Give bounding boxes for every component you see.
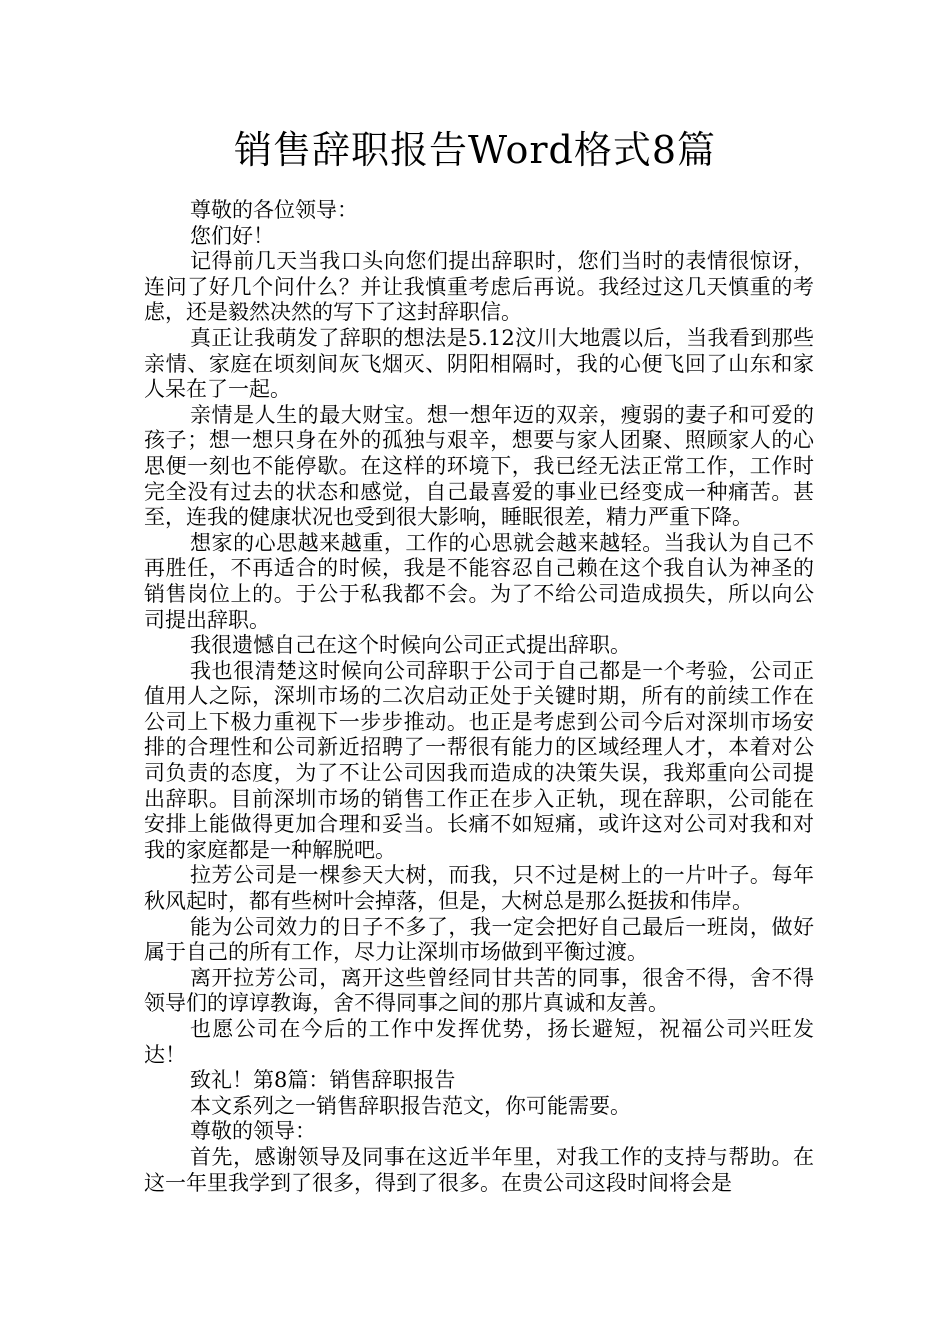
paragraph: 亲情是人生的最大财宝。想一想年迈的双亲，瘦弱的妻子和可爱的孩子；想一想只身在外的孤独与艰辛，想要与家人团聚、照顾家人的心思便一刻也不能停歇。在这样的环境下，我已经无法正常工作，工作时完全没有过去的状态和感觉，自己最喜爱的事业已经变成一种痛苦。甚至，连我的健康状况也受到很大影响，睡眠很差，精力严重下降。 — [144, 402, 814, 530]
document-title: 销售辞职报告Word格式8篇 — [233, 128, 717, 172]
paragraph: 我也很清楚这时候向公司辞职于公司于自己都是一个考验，公司正值用人之际，深圳市场的二次启动正处于关键时期，所有的前续工作在公司上下极力重视下一步步推动。也正是考虑到公司今后对深圳市场安排的合理性和公司新近招聘了一帮很有能力的区域经理人才，本着对公司负责的态度，为了不让公司因我而造成的决策失误，我郑重向公司提出辞职。目前深圳市场的销售工作正在步入正轨，现在辞职，公司能在安排上能做得更加合理和妥当。长痛不如短痛，或许这对公司对我和对我的家庭都是一种解脱吧。 — [144, 658, 814, 862]
document-body — [144, 198, 814, 1196]
paragraph: 本文系列之一销售辞职报告范文，你可能需要。 — [190, 1093, 631, 1118]
salutation: 您们好！ — [190, 223, 274, 248]
closing-line: 致礼！第8篇：销售辞职报告 — [190, 1068, 456, 1093]
greeting: 尊敬的各位领导： — [190, 198, 358, 222]
paragraph: 离开拉芳公司，离开这些曾经同甘共苦的同事，很舍不得，舍不得领导们的谆谆教诲，舍不得同事之间的那片真诚和友善。 — [144, 965, 814, 1016]
paragraph: 拉芳公司是一棵参天大树，而我，只不过是树上的一片叶子。每年秋风起时，都有些树叶会掉落，但是，大树总是那么挺拔和伟岸。 — [144, 863, 814, 914]
greeting: 尊敬的领导： — [190, 1119, 316, 1144]
paragraph: 首先，感谢领导及同事在这近半年里，对我工作的支持与帮助。在这一年里我学到了很多，得到了很多。在贵公司这段时间将会是 — [144, 1144, 814, 1195]
paragraph: 也愿公司在今后的工作中发挥优势，扬长避短，祝福公司兴旺发达！ — [144, 1017, 814, 1067]
paragraph: 真正让我萌发了辞职的想法是5.12汶川大地震以后，当我看到那些亲情、家庭在顷刻间灰飞烟灭、阴阳相隔时，我的心便飞回了山东和家人呆在了一起。 — [144, 325, 814, 402]
paragraph: 记得前几天当我口头向您们提出辞职时，您们当时的表情很惊讶，连问了好几个问什么？并让我慎重考虑后再说。我经过这几天慎重的考虑，还是毅然决然的写下了这封辞职信。 — [144, 249, 814, 325]
paragraph: 能为公司效力的日子不多了，我一定会把好自己最后一班岗，做好属于自己的所有工作，尽力让深圳市场做到平衡过渡。 — [144, 914, 814, 965]
paragraph: 想家的心思越来越重，工作的心思就会越来越轻。当我认为自己不再胜任，不再适合的时候，我是不能容忍自己赖在这个我自认为神圣的销售岗位上的。于公于私我都不会。为了不给公司造成损失，所以向公司提出辞职。 — [144, 530, 814, 632]
paragraph: 我很遗憾自己在这个时候向公司正式提出辞职。 — [190, 633, 631, 658]
